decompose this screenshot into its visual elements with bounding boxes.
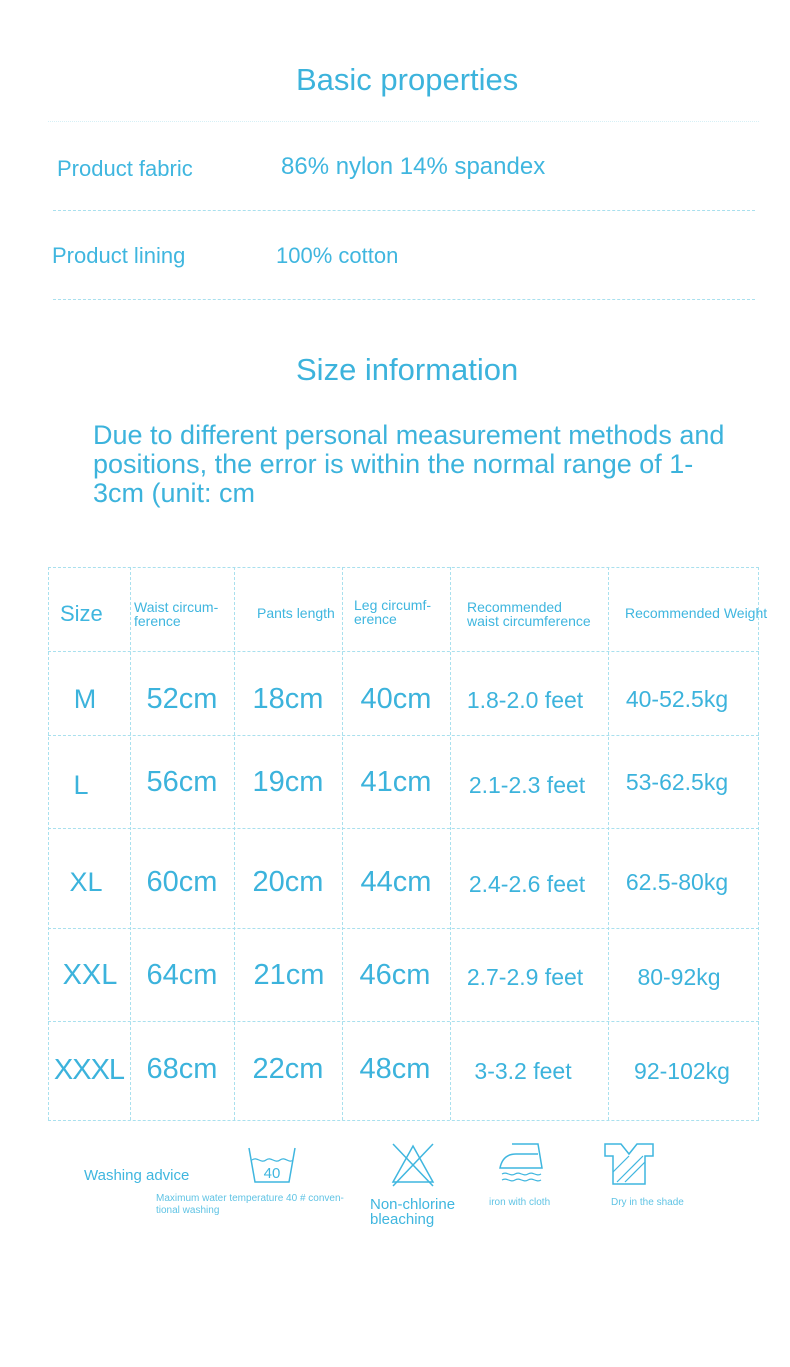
table-border	[48, 735, 759, 736]
recommended-waist-cell: 2.1-2.3 feet	[468, 772, 586, 798]
header-pants-length: Pants length	[257, 605, 335, 621]
header-size: Size	[60, 601, 103, 626]
divider	[48, 121, 759, 122]
leg-cell: 40cm	[360, 683, 432, 715]
waist-cell: 60cm	[146, 866, 218, 898]
divider	[53, 210, 755, 211]
waist-cell: 52cm	[146, 683, 218, 715]
lining-value: 100% cotton	[276, 243, 399, 268]
recommended-weight-cell: 62.5-80kg	[625, 869, 729, 895]
table-border	[342, 567, 343, 1120]
divider	[53, 299, 755, 300]
table-border	[48, 567, 49, 1120]
no-bleach-caption: Non-chlorine bleaching	[370, 1196, 456, 1228]
table-border	[48, 1120, 759, 1121]
leg-cell: 44cm	[360, 866, 432, 898]
iron-icon	[498, 1138, 546, 1184]
table-border	[48, 1021, 759, 1022]
measurement-note: Due to different personal measurement methods and positions, the error is within the normal range of 1-3cm (unit: cm	[93, 420, 725, 508]
lining-label: Product lining	[52, 243, 186, 268]
size-cell: L	[73, 770, 89, 800]
table-border	[48, 651, 759, 652]
recommended-waist-cell: 1.8-2.0 feet	[466, 687, 584, 713]
size-cell: M	[73, 684, 97, 714]
dry-shade-caption: Dry in the shade	[611, 1197, 684, 1208]
recommended-waist-cell: 3-3.2 feet	[474, 1058, 572, 1084]
dry-shade-icon	[603, 1142, 655, 1186]
header-waist: Waist circum- ference	[134, 599, 219, 629]
recommended-weight-cell: 92-102kg	[634, 1058, 730, 1084]
table-border	[608, 567, 609, 1120]
wash-40-icon	[247, 1146, 297, 1186]
recommended-weight-cell: 40-52.5kg	[625, 686, 729, 712]
table-border	[234, 567, 235, 1120]
leg-cell: 48cm	[359, 1053, 431, 1085]
fabric-label: Product fabric	[57, 156, 193, 181]
waist-cell: 56cm	[146, 766, 218, 798]
table-border	[450, 567, 451, 1120]
table-border	[758, 567, 759, 1120]
size-cell: XXXL	[53, 1054, 125, 1086]
iron-caption: iron with cloth	[489, 1197, 551, 1208]
recommended-weight-cell: 53-62.5kg	[625, 769, 729, 795]
pants-length-cell: 19cm	[252, 766, 324, 798]
wash-caption: Maximum water temperature 40 # conven- tional washing	[156, 1193, 344, 1216]
fabric-value: 86% nylon 14% spandex	[281, 153, 546, 180]
waist-cell: 68cm	[146, 1053, 218, 1085]
header-leg: Leg circumf- erence	[354, 597, 432, 627]
size-information-title: Size information	[296, 352, 519, 387]
pants-length-cell: 20cm	[252, 866, 324, 898]
size-cell: XXL	[62, 959, 118, 991]
header-recommended-waist: Recommended waist circumference	[467, 599, 591, 629]
leg-cell: 41cm	[360, 766, 432, 798]
no-bleach-icon	[389, 1140, 437, 1188]
recommended-weight-cell: 80-92kg	[637, 964, 721, 990]
basic-properties-title: Basic properties	[296, 62, 519, 97]
leg-cell: 46cm	[359, 959, 431, 991]
size-cell: XL	[69, 867, 103, 897]
pants-length-cell: 22cm	[252, 1053, 324, 1085]
pants-length-cell: 18cm	[252, 683, 324, 715]
header-recommended-weight: Recommended Weight	[625, 605, 768, 621]
table-border	[130, 567, 131, 1120]
wash-temperature-text: 40	[263, 1165, 281, 1182]
washing-advice-label: Washing advice	[84, 1167, 190, 1184]
recommended-waist-cell: 2.4-2.6 feet	[468, 871, 586, 897]
table-border	[48, 928, 759, 929]
recommended-waist-cell: 2.7-2.9 feet	[466, 964, 584, 990]
table-border	[48, 828, 759, 829]
waist-cell: 64cm	[146, 959, 218, 991]
pants-length-cell: 21cm	[253, 959, 325, 991]
table-border	[48, 567, 759, 568]
